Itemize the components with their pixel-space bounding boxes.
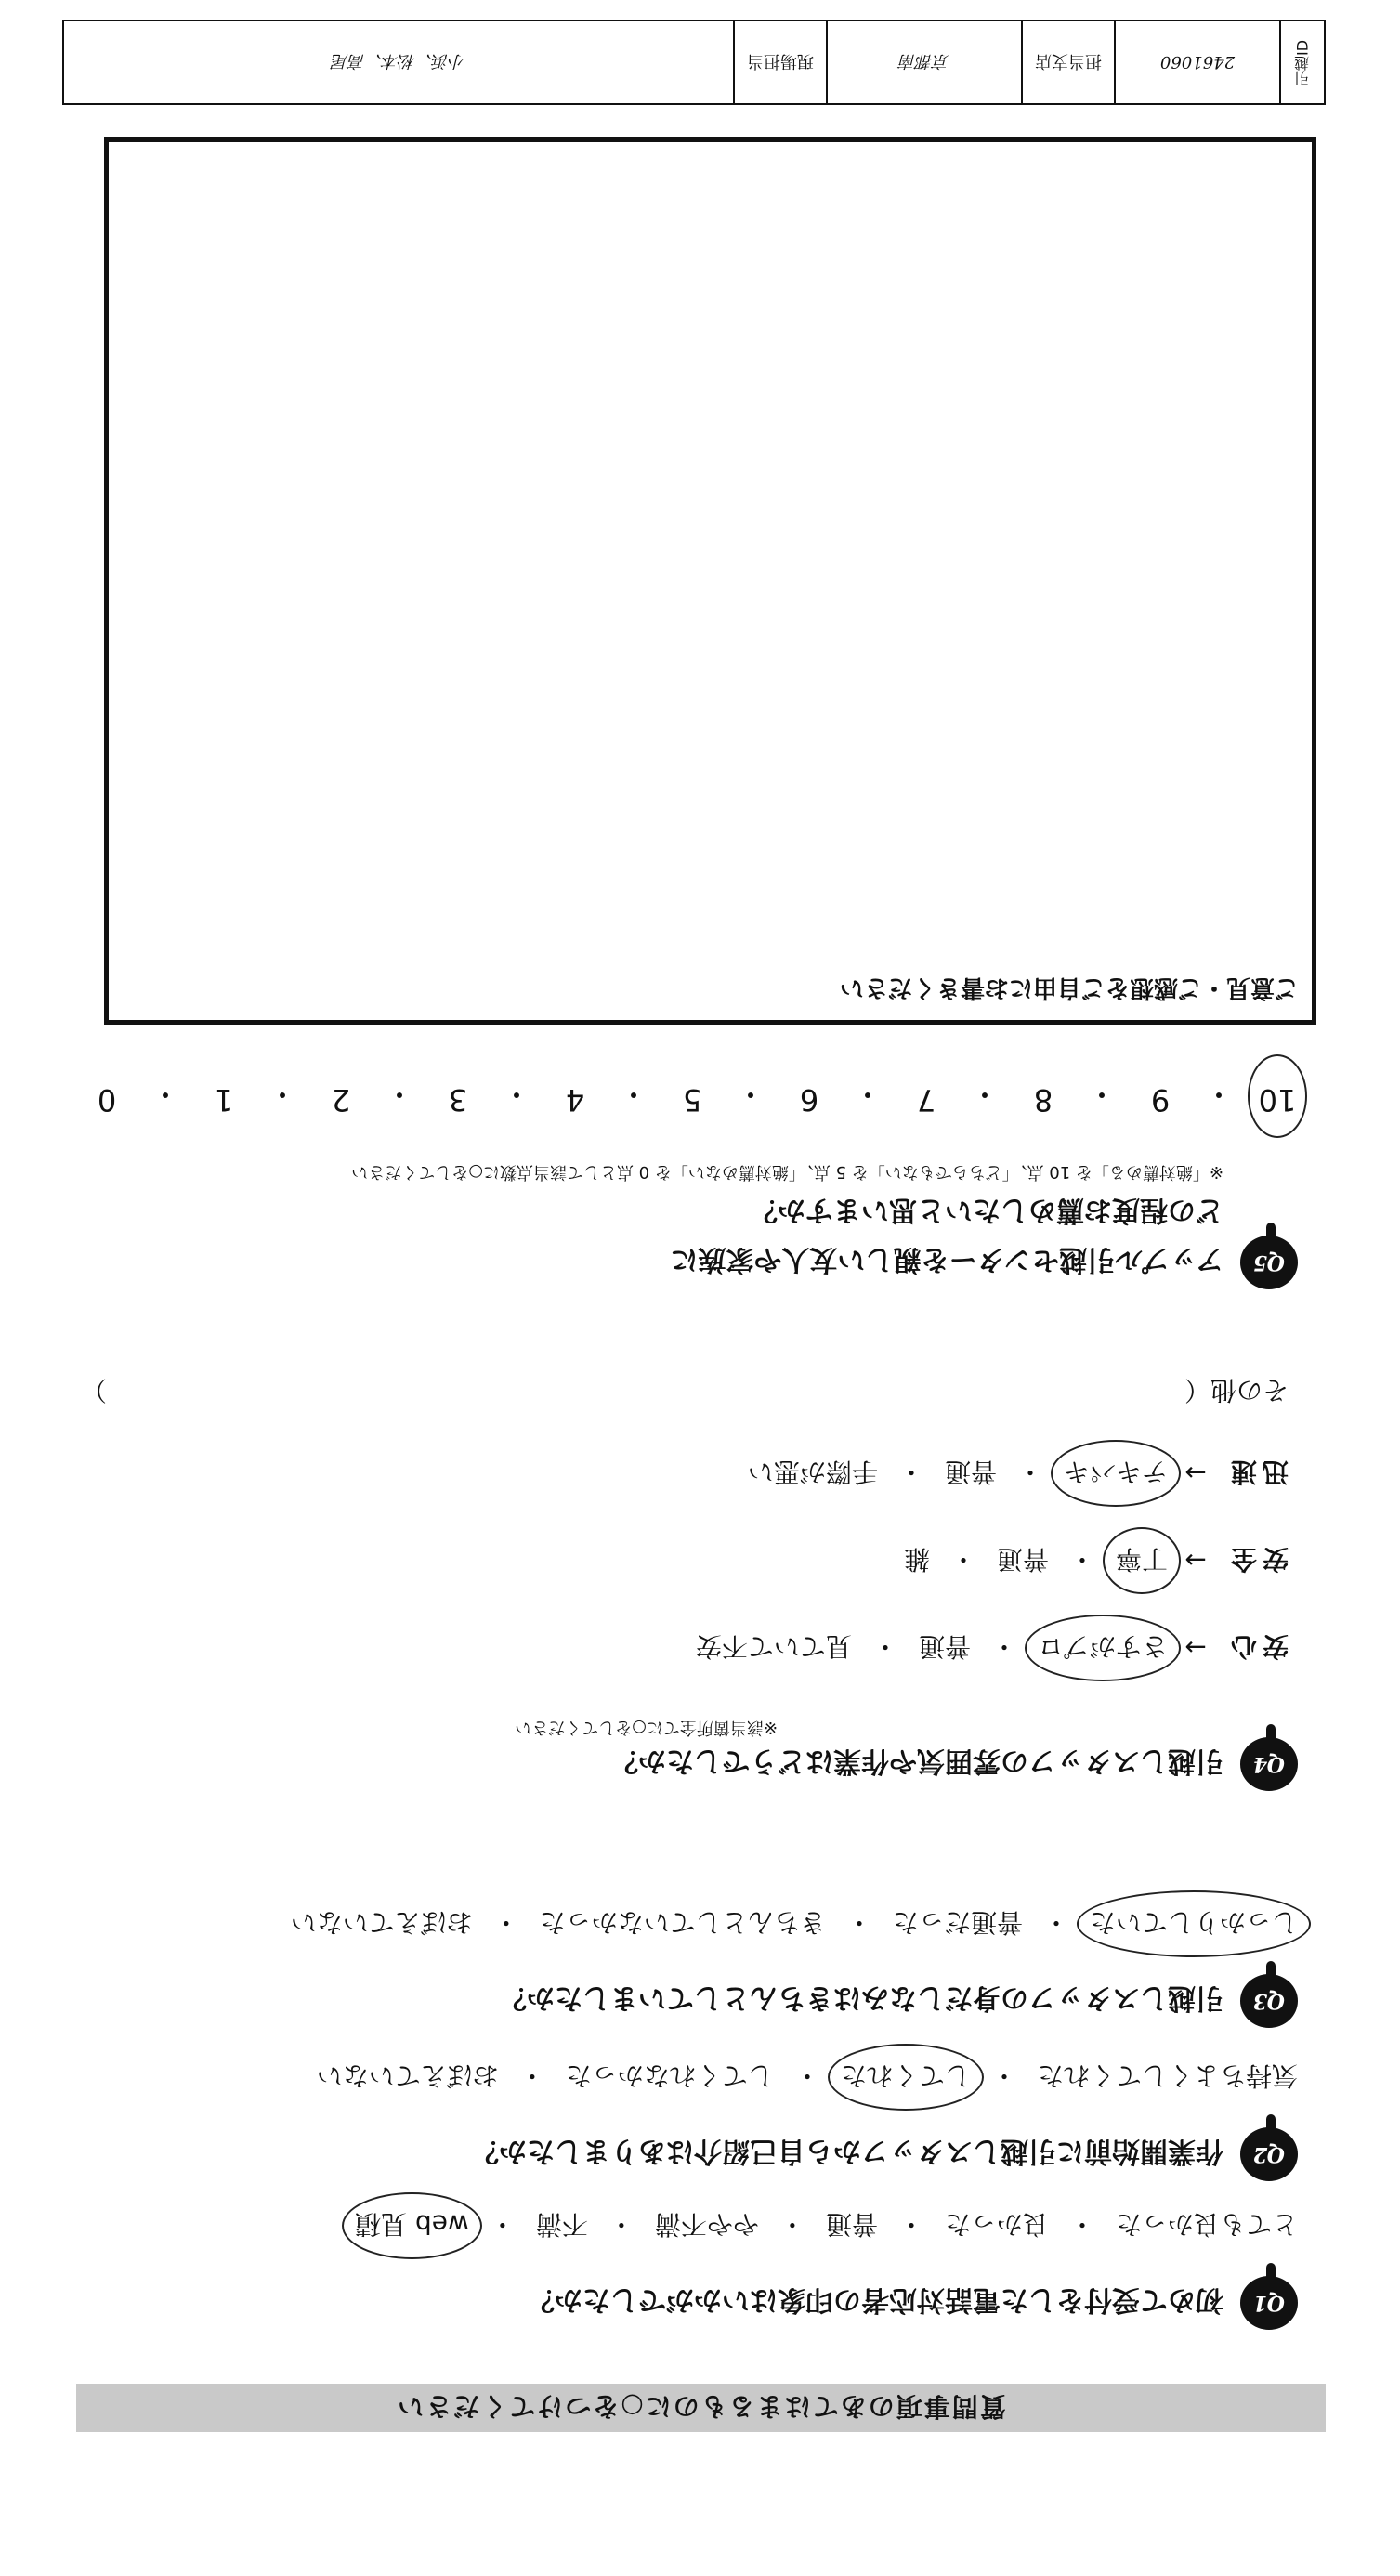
arrow-icon: → (1184, 1545, 1207, 1576)
leader-label: 現場担当 (733, 21, 826, 103)
q4-option-normal[interactable]: 普通 (918, 1631, 971, 1662)
q4-option-anxious[interactable]: 見ていて不安 (695, 1631, 852, 1662)
q4-option-rough[interactable]: 雑 (903, 1544, 930, 1575)
q4-title: 引越しスタッフの雰囲気や作業はどうでしたか？ (610, 1745, 1223, 1777)
q4-row-reassurance: 安心 → さすがプロ ・ 普通 ・ 見ていて不安 (62, 1629, 1289, 1667)
q4-option-professional[interactable]: さすがプロ (1038, 1629, 1168, 1667)
q2-badge: Q2 (1240, 2127, 1298, 2181)
q1-badge: Q1 (1240, 2276, 1298, 2330)
q4-row-label: 安心 (1224, 1631, 1289, 1662)
q5-title-line2: どの程度お薦めしたいと思いますか？ (750, 1194, 1223, 1226)
q5-title-line1: アップル引越センターを親しい友人や家族に (670, 1243, 1223, 1275)
q1-options: とても良かった ・ 良かった ・ 普通 ・ やや不満 ・ 不満 ・ web 見積 (62, 2207, 1298, 2244)
q2-option-pleasantly[interactable]: 気持ちよくしてくれた (1037, 2060, 1298, 2091)
q4-option-brisk[interactable]: テキパキ (1064, 1455, 1168, 1492)
q4-other-close: ） (81, 1375, 108, 1406)
q3-options: しっかりしていた ・ 普通だった ・ きちんとしていなかった ・ おぼえていない (62, 1905, 1298, 1942)
branch-value: 京都南 (826, 21, 1021, 103)
q5-score-0[interactable]: 0 (97, 1082, 117, 1118)
q5-score-2[interactable]: 2 (331, 1082, 351, 1118)
q3-option-neat[interactable]: しっかりしていた (1090, 1905, 1298, 1942)
q1-option-dissatisfied[interactable]: 不満 (535, 2209, 588, 2240)
q5-score-1[interactable]: 1 (214, 1082, 234, 1118)
instruction-text: 質問事項のあてはまるものに○をつけてください (396, 2391, 1006, 2422)
q1-title: 初めて受付をした電話対応者の印象はいかがでしたか？ (527, 2283, 1223, 2316)
question-3 (62, 1905, 1298, 2028)
arrow-icon: → (1184, 1632, 1207, 1664)
q5-score-4[interactable]: 4 (565, 1082, 585, 1118)
q1-option-somewhat-dissatisfied[interactable]: やや不満 (654, 2209, 759, 2240)
q3-option-dont-remember[interactable]: おぼえていない (290, 1907, 473, 1938)
q1-option-good[interactable]: 良かった (944, 2209, 1049, 2240)
question-1 (62, 2207, 1298, 2330)
q5-note: ※「絶対薦める」を 10 点、「どちらでもない」を 5 点、「絶対薦めない」を 0 点として該当点数に○をしてください (351, 1162, 1223, 1182)
question-2 (62, 2059, 1298, 2181)
q5-score-10[interactable]: 10 (1257, 1075, 1298, 1118)
q4-row-speed: 迅速 → テキパキ ・ 普通 ・ 手際が悪い (62, 1455, 1289, 1492)
leader-value: 小浜、松本、高尾 (332, 51, 465, 71)
q4-option-normal[interactable]: 普通 (996, 1544, 1049, 1575)
footer-info-table (62, 20, 1326, 105)
q4-option-careful[interactable]: 丁寧 (1116, 1542, 1168, 1579)
q1-option-very-good[interactable]: とても良かった (1115, 2209, 1298, 2240)
q2-title: 作業開始前に引越しスタッフから自己紹介はありましたか？ (471, 2135, 1223, 2167)
q4-row-label: 迅速 (1224, 1457, 1289, 1487)
q4-badge: Q4 (1240, 1737, 1298, 1791)
q2-option-did-not[interactable]: してくれなかった (565, 2060, 774, 2091)
q3-option-normal[interactable]: 普通だった (892, 1907, 1023, 1938)
q2-options: 気持ちよくしてくれた ・ してくれた ・ してくれなかった ・ おぼえていない (62, 2059, 1298, 2096)
move-id-value: 2461060 (1114, 21, 1279, 103)
q3-badge: Q3 (1240, 1974, 1298, 2028)
question-5 (62, 1161, 1298, 1289)
question-4 (62, 1373, 1298, 1791)
q5-score-7[interactable]: 7 (916, 1082, 936, 1118)
arrow-icon: → (1184, 1458, 1207, 1489)
q4-other-row (81, 1373, 1289, 1410)
q1-option-normal[interactable]: 普通 (825, 2209, 878, 2240)
free-comment-label: ご意見・ご感想をご自由にお書きください (839, 974, 1299, 1001)
q4-other-label: その他（ (1184, 1375, 1289, 1406)
q2-option-did[interactable]: してくれた (841, 2059, 971, 2096)
q5-score-8[interactable]: 8 (1033, 1082, 1053, 1118)
q5-scale: 10 ・ 9 ・ 8 ・ 7 ・ 6 ・ 5 ・ 4 ・ 3 ・ 2 ・ 1 ・ 0 (86, 1075, 1298, 1118)
q5-badge: Q5 (1240, 1236, 1298, 1289)
q1-option-web-estimate[interactable]: web 見積 (355, 2207, 469, 2244)
free-comment-box[interactable] (104, 137, 1316, 1025)
q4-note: ※該当箇所全てに○をしてください (515, 1718, 778, 1737)
q2-option-dont-remember[interactable]: おぼえていない (316, 2060, 499, 2091)
q4-option-clumsy[interactable]: 手際が悪い (747, 1457, 878, 1487)
q3-title: 引越しスタッフの身だしなみはきちんとしていましたか？ (499, 1981, 1223, 2014)
q5-score-3[interactable]: 3 (448, 1082, 468, 1118)
instruction-band (76, 2384, 1326, 2432)
q5-score-5[interactable]: 5 (682, 1082, 702, 1118)
q5-score-9[interactable]: 9 (1150, 1082, 1171, 1118)
branch-label: 担当支店 (1021, 21, 1114, 103)
q4-row-safety: 安全 → 丁寧 ・ 普通 ・ 雑 (62, 1542, 1289, 1579)
q5-score-6[interactable]: 6 (799, 1082, 819, 1118)
q4-option-normal[interactable]: 普通 (944, 1457, 997, 1487)
move-id-label: 引越ID (1279, 21, 1324, 103)
q3-option-not-neat[interactable]: きちんとしていなかった (539, 1907, 826, 1938)
q4-row-label: 安全 (1224, 1544, 1289, 1575)
